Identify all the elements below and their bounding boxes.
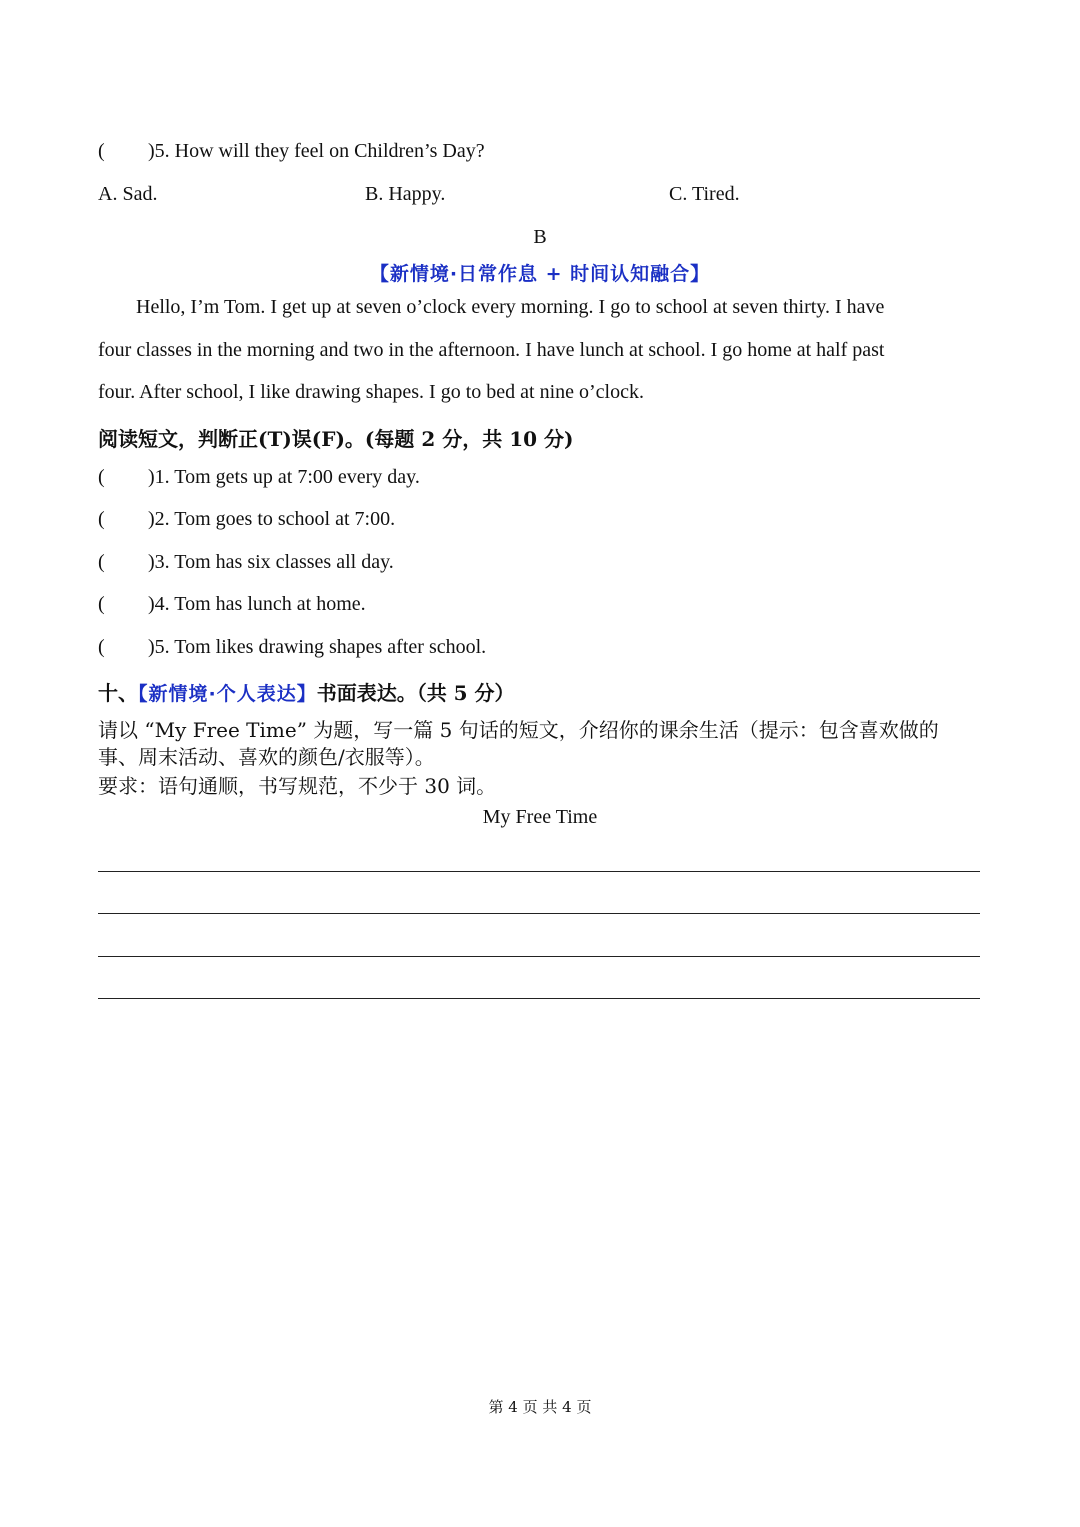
question-text: )5. How will they feel on Children’s Day? — [148, 140, 485, 162]
page-indicator: 第 4 页 共 4 页 — [488, 1398, 592, 1416]
passage-line: four classes in the morning and two in the afternoon. I have lunch at school. I go home at half past — [98, 339, 885, 361]
option-c: C. Tired. — [669, 183, 740, 205]
question-text: )5. Tom likes drawing shapes after school. — [148, 636, 487, 658]
prompt-line: 事、周末活动、喜欢的颜色/衣服等）。 — [98, 745, 435, 769]
question-b2 — [98, 508, 798, 536]
answer-paren: ( — [98, 140, 105, 162]
option-a: A. Sad. — [98, 183, 158, 205]
section-title: 书面表达。（共 5 分） — [316, 681, 515, 705]
context-tag: 【新情境·日常作息 + 时间认知融合】 — [369, 263, 711, 285]
question-text: )3. Tom has six classes all day. — [148, 551, 394, 573]
instruction: 阅读短文，判断正(T)误(F)。(每题 2 分，共 10 分) — [98, 427, 574, 451]
prompt-line: 请以 “My Free Time” 为题，写一篇 5 句话的短文，介绍你的课余生活（提示：包含喜欢做的 — [98, 718, 939, 742]
options-row — [98, 183, 998, 211]
answer-paren: ( — [98, 508, 105, 530]
section-heading — [98, 677, 515, 706]
requirement: 要求：语句通顺，书写规范，不少于 30 词。 — [98, 774, 497, 798]
writing-line[interactable] — [98, 871, 980, 872]
question-text: )1. Tom gets up at 7:00 every day. — [148, 466, 420, 488]
question-b4 — [98, 593, 798, 621]
answer-paren: ( — [98, 593, 105, 615]
context-tag: 【新情境·个人表达】 — [138, 683, 317, 705]
option-b: B. Happy. — [365, 183, 446, 205]
question-a5 — [98, 140, 798, 168]
answer-paren: ( — [98, 466, 105, 488]
passage-line: four. After school, I like drawing shapes. I go to bed at nine o’clock. — [98, 381, 644, 403]
writing-line[interactable] — [98, 998, 980, 999]
writing-line[interactable] — [98, 913, 980, 914]
question-b1 — [98, 466, 798, 494]
section-number: 十、 — [98, 681, 138, 705]
answer-paren: ( — [98, 636, 105, 658]
section-letter: B — [533, 226, 547, 248]
question-b3 — [98, 551, 798, 579]
question-b5 — [98, 636, 798, 664]
question-text: )2. Tom goes to school at 7:00. — [148, 508, 396, 530]
answer-paren: ( — [98, 551, 105, 573]
question-text: )4. Tom has lunch at home. — [148, 593, 366, 615]
writing-line[interactable] — [98, 956, 980, 957]
essay-title: My Free Time — [482, 806, 598, 828]
passage-line: Hello, I’m Tom. I get up at seven o’clock every morning. I go to school at seven thirty. I have — [136, 296, 885, 318]
